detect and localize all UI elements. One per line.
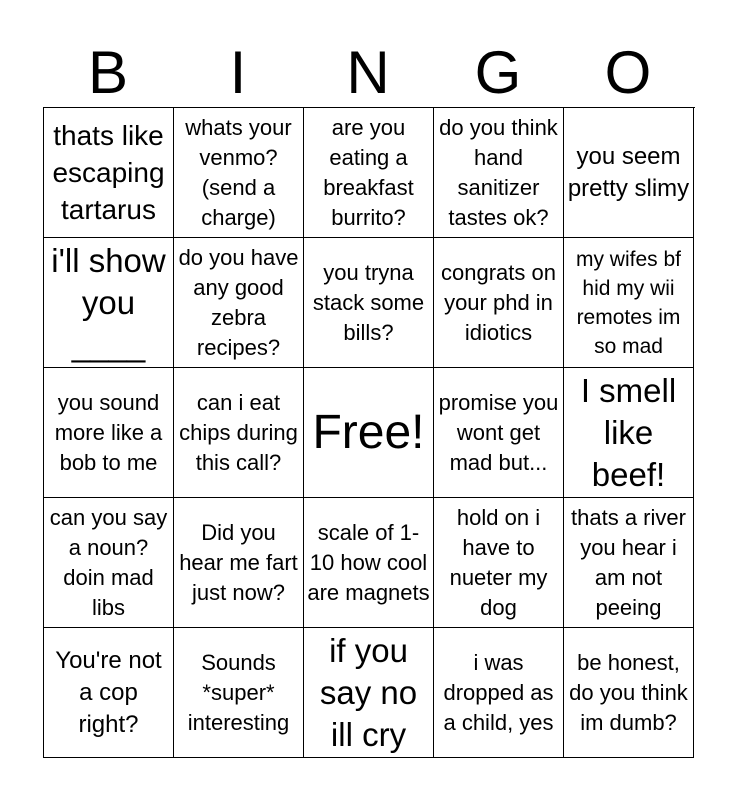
header-letter-b: B bbox=[87, 39, 129, 106]
header-letter-n: N bbox=[346, 39, 390, 106]
bingo-cell[interactable]: thats a river you hear i am not peeing bbox=[564, 498, 694, 628]
bingo-cell[interactable]: whats your venmo? (send a charge) bbox=[174, 108, 304, 238]
bingo-cell[interactable]: Sounds *super* interesting bbox=[174, 628, 304, 758]
bingo-cell[interactable]: you tryna stack some bills? bbox=[304, 238, 434, 368]
bingo-cell[interactable]: be honest, do you think im dumb? bbox=[564, 628, 694, 758]
bingo-cell[interactable]: promise you wont get mad but... bbox=[434, 368, 564, 498]
bingo-cell[interactable]: you sound more like a bob to me bbox=[44, 368, 174, 498]
header-letter-i: I bbox=[229, 39, 247, 106]
header-letter-o: O bbox=[604, 39, 652, 106]
bingo-cell[interactable]: can i eat chips during this call? bbox=[174, 368, 304, 498]
bingo-board bbox=[43, 107, 695, 758]
bingo-header bbox=[43, 40, 693, 106]
bingo-cell[interactable]: hold on i have to nueter my dog bbox=[434, 498, 564, 628]
bingo-cell[interactable]: I smell like beef! bbox=[564, 368, 694, 498]
bingo-cell[interactable]: Did you hear me fart just now? bbox=[174, 498, 304, 628]
bingo-cell[interactable]: i was dropped as a child, yes bbox=[434, 628, 564, 758]
bingo-cell[interactable]: do you have any good zebra recipes? bbox=[174, 238, 304, 368]
bingo-cell[interactable]: my wifes bf hid my wii remotes im so mad bbox=[564, 238, 694, 368]
bingo-cell[interactable]: you seem pretty slimy bbox=[564, 108, 694, 238]
header-letter-g: G bbox=[474, 39, 522, 106]
bingo-cell[interactable]: if you say no ill cry bbox=[304, 628, 434, 758]
bingo-cell[interactable]: are you eating a breakfast burrito? bbox=[304, 108, 434, 238]
bingo-cell[interactable]: i'll show you ____ bbox=[44, 238, 174, 368]
bingo-cell[interactable]: You're not a cop right? bbox=[44, 628, 174, 758]
bingo-cell[interactable]: can you say a noun? doin mad libs bbox=[44, 498, 174, 628]
bingo-cell[interactable]: do you think hand sanitizer tastes ok? bbox=[434, 108, 564, 238]
bingo-cell[interactable]: congrats on your phd in idiotics bbox=[434, 238, 564, 368]
free-space[interactable]: Free! bbox=[304, 368, 434, 498]
bingo-cell[interactable]: scale of 1-10 how cool are magnets bbox=[304, 498, 434, 628]
bingo-cell[interactable]: thats like escaping tartarus bbox=[44, 108, 174, 238]
